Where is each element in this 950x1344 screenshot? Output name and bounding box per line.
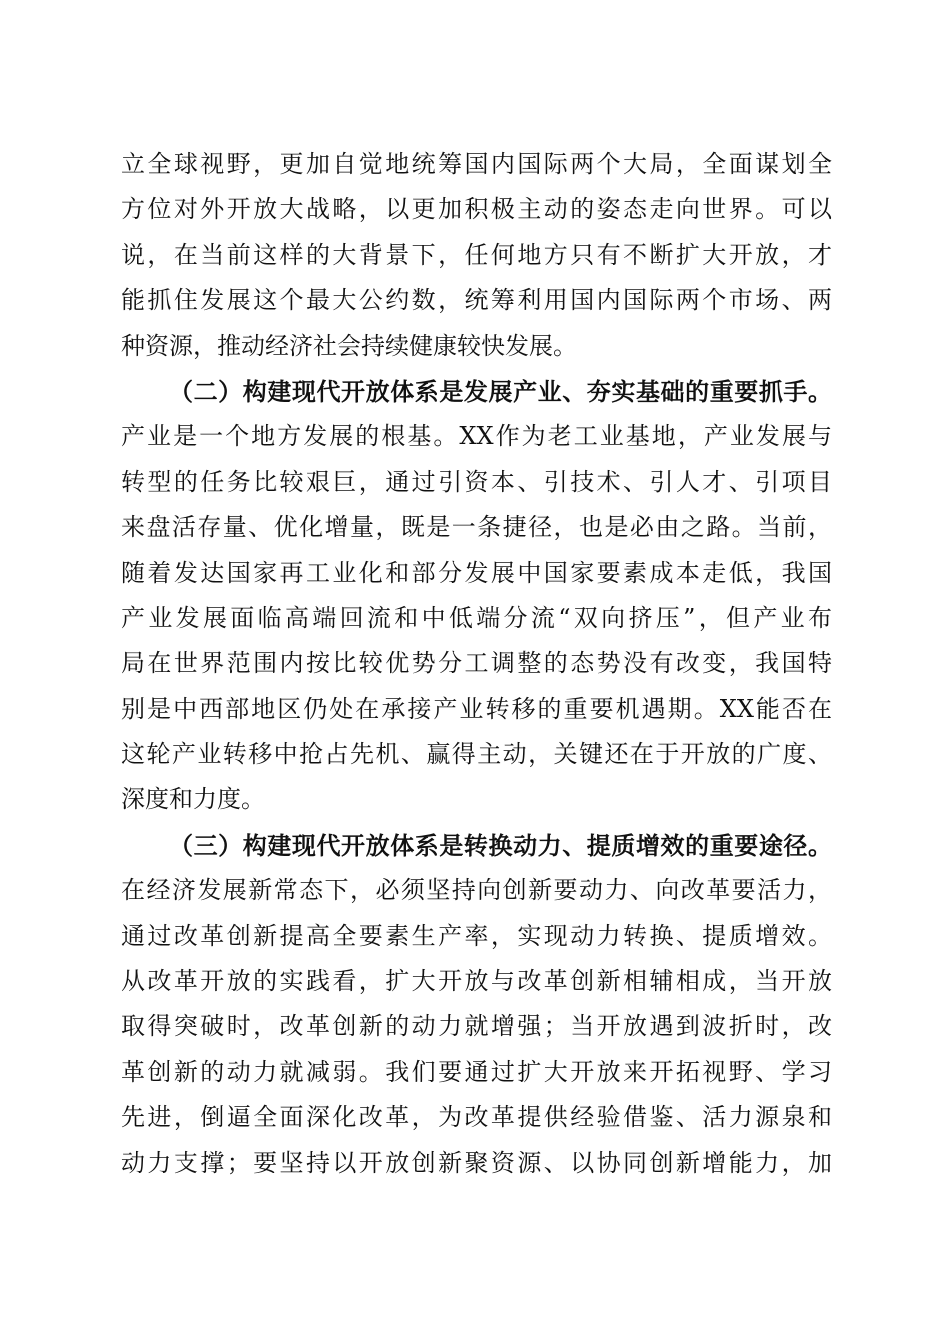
document-body [121,142,832,1186]
text-line: 取得突破时，改革创新的动力就增强；当开放遇到波折时，改 [121,1012,832,1041]
text-line: 方位对外开放大战略，以更加积极主动的姿态走向世界。可以 [121,195,832,224]
text-line: 别是中西部地区仍处在承接产业转移的重要机遇期。XX能否在 [121,694,832,723]
text-line: 能抓住发展这个最大公约数，统筹利用国内国际两个市场、两 [121,286,832,315]
text-line: 革创新的动力就减弱。我们要通过扩大开放来开拓视野、学习 [121,1057,832,1086]
text-line: 产业是一个地方发展的根基。XX作为老工业基地，产业发展与 [121,422,832,451]
text-line: 通过改革创新提高全要素生产率，实现动力转换、提质增效。 [121,921,832,950]
text-line: 从改革开放的实践看，扩大开放与改革创新相辅相成，当开放 [121,967,832,996]
text-line: 说，在当前这样的大背景下，任何地方只有不断扩大开放，才 [121,240,832,269]
text-line: 产业发展面临高端回流和中低端分流“双向挤压”，但产业布 [121,603,832,632]
text-line: 在经济发展新常态下，必须坚持向创新要动力、向改革要活力， [121,876,832,905]
text-line: 立全球视野，更加自觉地统筹国内国际两个大局，全面谋划全 [121,150,832,178]
text-line: 这轮产业转移中抢占先机、赢得主动，关键还在于开放的广度、 [121,740,832,769]
text-line: 局在世界范围内按比较优势分工调整的态势没有改变，我国特 [121,649,832,678]
section-heading-3: （三）构建现代开放体系是转换动力、提质增效的重要途径。 [169,830,832,860]
text-line: 来盘活存量、优化增量，既是一条捷径，也是必由之路。当前， [121,513,832,542]
text-line: 转型的任务比较艰巨，通过引资本、引技术、引人才、引项目 [121,467,832,496]
text-line: 深度和力度。 [121,785,265,814]
text-line: 种资源，推动经济社会持续健康较快发展。 [121,331,577,360]
text-line: 随着发达国家再工业化和部分发展中国家要素成本走低，我国 [121,558,832,587]
text-line: 先进，倒逼全面深化改革，为改革提供经验借鉴、活力源泉和 [121,1103,832,1132]
section-heading-2: （二）构建现代开放体系是发展产业、夯实基础的重要抓手。 [169,376,832,406]
text-line: 动力支撑；要坚持以开放创新聚资源、以协同创新增能力，加 [121,1148,832,1177]
